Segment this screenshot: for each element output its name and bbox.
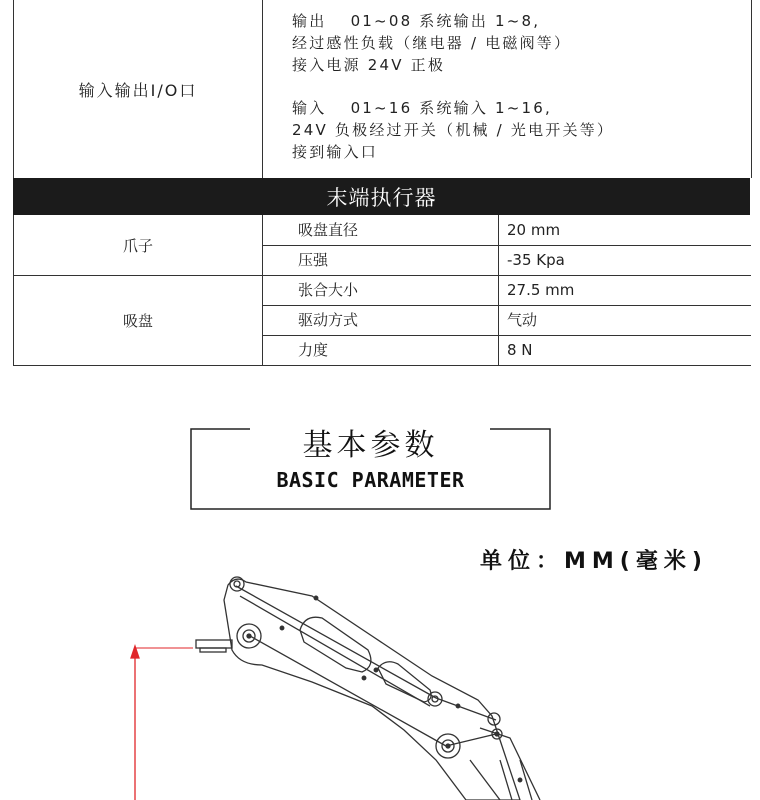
row-label: 力度	[263, 335, 499, 365]
group-suction: 吸盘	[14, 275, 263, 365]
row-value: 20 mm	[507, 221, 561, 239]
row-value: 气动	[507, 311, 538, 329]
row-label: 压强	[263, 245, 499, 275]
io-label: 输入输出I/O口	[14, 0, 263, 178]
group-claw: 爪子	[14, 215, 263, 276]
input-line: 输入 01~16 系统输入 1~16,	[292, 99, 553, 117]
row-value: 8 N	[507, 341, 533, 359]
row-label: 吸盘直径	[263, 215, 499, 245]
unit-note: 单位：MM(毫米)	[480, 549, 708, 574]
row-value: -35 Kpa	[507, 251, 565, 269]
row-label: 张合大小	[263, 275, 499, 305]
output-line: 接入电源 24V 正极	[292, 56, 446, 74]
output-line: 经过感性负载（继电器 / 电磁阀等）	[292, 34, 572, 52]
row-label: 驱动方式	[263, 305, 499, 335]
section-title: 基本参数	[302, 428, 439, 463]
output-line: 输出 01~08 系统输出 1~8,	[292, 12, 541, 30]
end-effector-banner: 末端执行器	[13, 178, 750, 215]
section-subtitle: BASIC PARAMETER	[276, 468, 465, 492]
nozzle	[196, 640, 232, 648]
input-line: 24V 负极经过开关（机械 / 光电开关等）	[292, 121, 615, 139]
row-value: 27.5 mm	[507, 281, 575, 299]
input-line: 接到输入口	[292, 143, 379, 161]
